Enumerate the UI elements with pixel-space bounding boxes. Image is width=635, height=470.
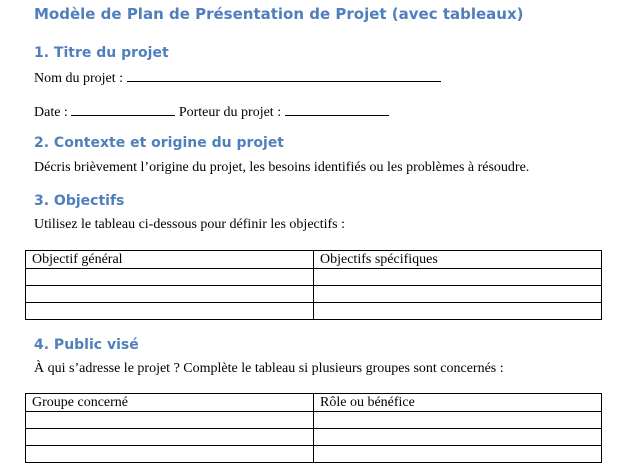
section-heading-titre: 1. Titre du projet — [34, 45, 169, 61]
table-row — [26, 412, 602, 429]
table-cell[interactable] — [26, 446, 314, 463]
table-row — [26, 269, 602, 286]
column-header-groupe-concerne: Groupe concerné — [26, 394, 314, 412]
table-cell[interactable] — [26, 412, 314, 429]
table-row — [26, 303, 602, 320]
table-row — [26, 429, 602, 446]
table-cell[interactable] — [314, 286, 602, 303]
column-header-objectif-general: Objectif général — [26, 251, 314, 269]
table-cell[interactable] — [314, 429, 602, 446]
porteur-blank[interactable] — [285, 102, 389, 116]
document-title: Modèle de Plan de Présentation de Projet (avec tableaux) — [34, 5, 524, 23]
table-row — [26, 286, 602, 303]
column-header-role-ou-benefice: Rôle ou bénéfice — [314, 394, 602, 412]
section-heading-contexte: 2. Contexte et origine du projet — [34, 135, 285, 151]
date-blank[interactable] — [71, 102, 175, 116]
table-cell[interactable] — [314, 303, 602, 320]
nom-du-projet-label: Nom du projet : — [34, 71, 124, 86]
table-header-row — [26, 394, 602, 412]
objectifs-intro: Utilisez le tableau ci-dessous pour définir les objectifs : — [34, 217, 346, 232]
section-heading-objectifs: 3. Objectifs — [34, 193, 125, 209]
porteur-label: Porteur du projet : — [178, 105, 282, 120]
table-cell[interactable] — [314, 269, 602, 286]
table-cell[interactable] — [314, 412, 602, 429]
date-label: Date : — [34, 105, 68, 120]
column-header-objectifs-specifiques: Objectifs spécifiques — [314, 251, 602, 269]
nom-du-projet-blank[interactable] — [127, 68, 441, 82]
public-intro: À qui s’adresse le projet ? Complète le tableau si plusieurs groupes sont concernés : — [34, 361, 504, 376]
table-cell[interactable] — [314, 446, 602, 463]
table-row — [26, 446, 602, 463]
contexte-text: Décris brièvement l’origine du projet, les besoins identifiés ou les problèmes à résoudre. — [34, 160, 530, 175]
table-cell[interactable] — [26, 429, 314, 446]
objectifs-table — [25, 250, 602, 320]
public-table — [25, 393, 602, 463]
table-cell[interactable] — [26, 303, 314, 320]
table-cell[interactable] — [26, 286, 314, 303]
nom-du-projet-line — [34, 68, 441, 88]
section-heading-public: 4. Public visé — [34, 337, 139, 353]
table-cell[interactable] — [26, 269, 314, 286]
date-porteur-line — [34, 102, 389, 122]
table-header-row — [26, 251, 602, 269]
